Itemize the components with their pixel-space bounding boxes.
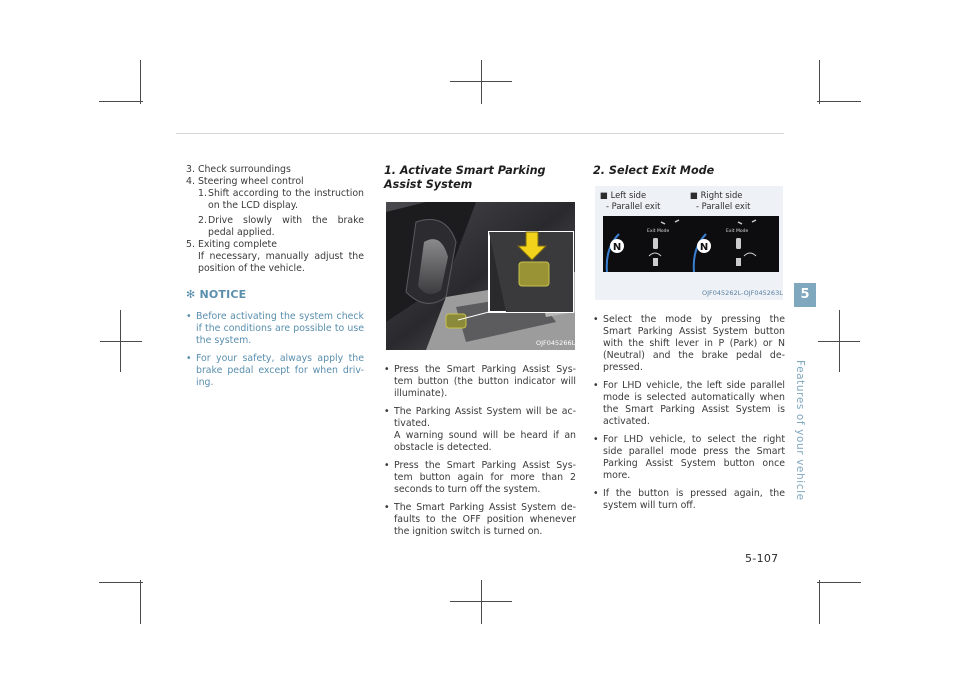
step-3: 3. Check surroundings: [186, 164, 291, 175]
middle-column: [384, 164, 576, 192]
lcd-display-left: [603, 216, 692, 272]
list-item: • The Smart Parking Assist System de- faults to the OFF position whenever the ignition switch is turned on.: [384, 502, 576, 537]
figure-code-exit: OJF045262L-OJF045263L: [702, 289, 783, 297]
middle-bullets: [384, 364, 576, 544]
step-4: 4. Steering wheel control: [186, 176, 304, 187]
console-photo: [386, 202, 575, 350]
notice-icon: ✻: [186, 288, 196, 301]
page-number: 5-107: [745, 552, 779, 565]
figure-code-console: OJF045266L: [536, 339, 575, 347]
list-item: • Select the mode by pressing the Smart Parking Assist System button with the shift lever in P (Park) or N (Neutral) and the brake pedal de- pressed.: [593, 314, 785, 373]
list-item: • Press the Smart Parking Assist Sys- tem button (the button indicator will illuminate).: [384, 364, 576, 399]
list-item: • For LHD vehicle, to select the right side parallel mode press the Smart Parking Assist System button once more.: [593, 434, 785, 481]
chapter-tab: 5: [794, 283, 816, 307]
list-item: • Press the Smart Parking Assist Sys- tem button again for more than 2 seconds to turn off the system.: [384, 460, 576, 495]
right-column: [593, 164, 785, 178]
lcd-display-right: [690, 216, 779, 272]
notice-list: [186, 311, 364, 389]
notice-heading: ✻ NOTICE: [186, 288, 247, 301]
left-side-legend: ■ Left side - Parallel exit: [600, 190, 661, 211]
section-heading-exit: 2. Select Exit Mode: [593, 164, 715, 177]
step-5-detail: If necessary, manually adjust the position of the vehicle.: [198, 251, 364, 274]
notice-item: • Before activating the system check if the conditions are possible to use the system.: [186, 311, 364, 346]
svg-text:N: N: [699, 242, 709, 253]
notice-item: • For your safety, always apply the brake pedal except for when driv- ing.: [186, 353, 364, 388]
list-item-continued: A warning sound will be heard if an obstacle is detected.: [394, 430, 576, 453]
gear-indicator: N: [612, 242, 622, 253]
svg-text:Exit Mode: Exit Mode: [726, 229, 749, 234]
left-column: [186, 164, 364, 395]
step-4-1: 1. Shift according to the instruction on the LCD display.: [198, 188, 364, 211]
right-bullets: [593, 314, 785, 518]
console-figure: [386, 202, 575, 350]
header-rule: [176, 133, 784, 134]
svg-text:Exit Mode: Exit Mode: [647, 229, 670, 234]
list-item: • The Parking Assist System will be ac- tivated.: [384, 406, 576, 429]
step-5: 5. Exiting complete: [186, 239, 277, 250]
list-item: • For LHD vehicle, the left side parallel mode is selected automatically when the Smart Parking Assist System is activated.: [593, 380, 785, 427]
list-item: • If the button is pressed again, the system will turn off.: [593, 488, 785, 511]
step-4-2: 2. Drive slowly with the brake pedal applied.: [198, 215, 364, 238]
section-heading-activate: 1. Activate Smart Parking Assist System: [384, 164, 546, 191]
right-side-legend: ■ Right side - Parallel exit: [690, 190, 751, 211]
